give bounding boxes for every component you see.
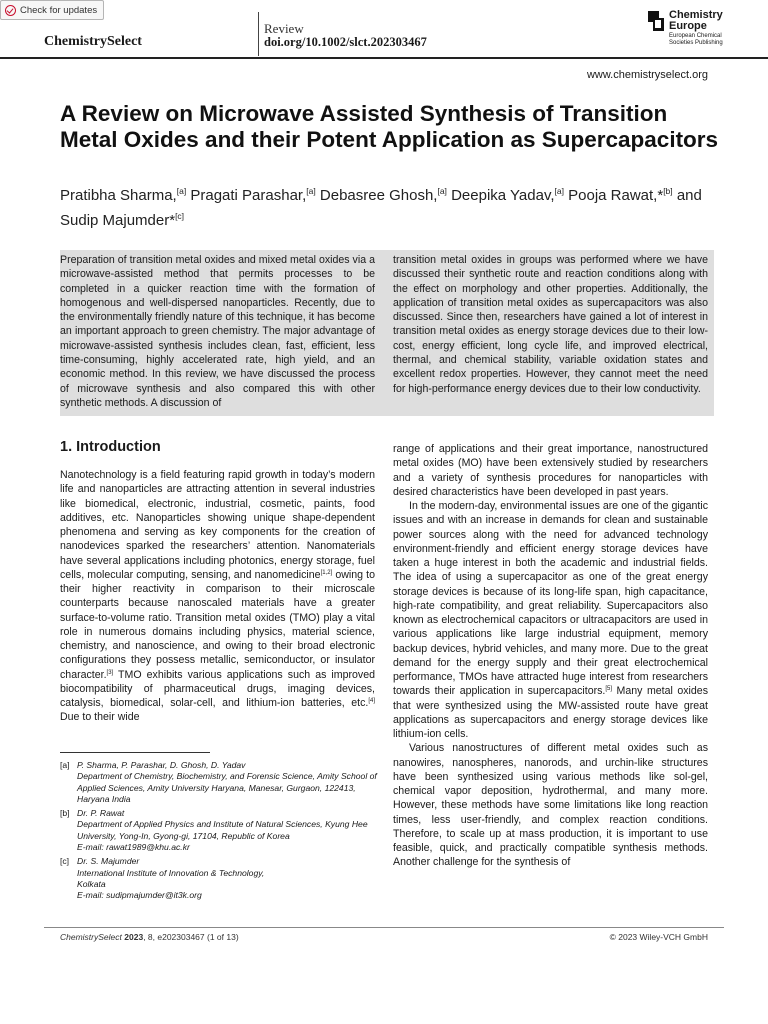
footnote-item xyxy=(60,760,380,805)
author-name: Pragati Parashar, xyxy=(190,187,307,204)
publisher-name-line2: Europe xyxy=(669,20,707,32)
publisher-logo xyxy=(648,10,748,50)
header-divider xyxy=(258,12,259,56)
citation-ref[interactable]: [5] xyxy=(605,686,613,693)
journal-website-link[interactable]: www.chemistryselect.org xyxy=(586,69,708,81)
author-name: and Sudip Majumder* xyxy=(60,187,702,229)
footer-rule xyxy=(44,927,724,928)
footnote-label: [a] xyxy=(60,760,70,770)
body-paragraph xyxy=(393,499,708,741)
footnote-label: [c] xyxy=(60,856,70,867)
body-column-right xyxy=(393,442,708,870)
body-text: Many metal oxides that were synthesized using the MW-assisted route have great applications as supercapacitors and energy storage devices like lithium-ion cells. xyxy=(393,685,708,740)
publisher-name-line1: Chemistry xyxy=(669,9,723,21)
article-title: A Review on Microwave Assisted Synthesis of Transition Metal Oxides and their Potent Application as Supercapacitors xyxy=(60,101,719,152)
footer-journal: ChemistrySelect xyxy=(60,932,122,942)
body-paragraph: Various nanostructures of different metal oxides such as nanowires, nanospheres, nanorods, and urchin-like structures have been synthesized using various methods like sol-gel, chemical vapor deposition, hydrothermal, and many more. However, these methods have some limitations like long reaction times, less user-friendly, and complex reaction conditions. Therefore, to scale up at mass production, it is important to use feasible, quick, and practically compatible synthesis methods. Another challenge for the synthesis of xyxy=(393,742,708,869)
section-heading-introduction: 1. Introduction xyxy=(60,439,161,455)
author-list xyxy=(60,181,720,231)
article-type: Review xyxy=(264,21,304,36)
abstract-text: Preparation of transition metal oxides and mixed metal oxides via a microwave-assisted method that permits processes to be completed in a quicker reaction time with the formation of homogenous and well-dispersed nanoparticles. Recently, due to the environmentally friendly nature of this technique, it has become an important approach to green chemistry. The major advantage of microwave-assisted synthesis includes clean, fast, efficient, less time-consuming, highly accelerated rate, high yield, and an economic method. In this review, we have discussed the process of microwave synthesis and also compared this with other synthetic methods. A discussion of xyxy=(60,254,375,409)
abstract-text: transition metal oxides in groups was performed where we have discussed their synthetic route and reaction conditions along with the effect on morphology and other properties. Additionally, the application of transition metal oxides as supercapacitors was also discussed. Since then, researchers have gained a lot of interest in transition metal oxides as energy storage devices due to their low-cost, energy efficient, long cycle life, and improved electrical, thermal, and chemical stability, variable oxidation states and excellent redox properties. However, they cannot meet the need for high-performance energy devices due to their low conductivity. xyxy=(393,254,708,395)
journal-name: ChemistrySelect xyxy=(44,34,142,49)
footnote-line: Kolkata xyxy=(77,878,106,889)
body-column-left xyxy=(60,468,375,725)
author-affiliation: [c] xyxy=(175,211,185,221)
citation-ref[interactable]: [4] xyxy=(368,698,375,704)
footnote-line: International Institute of Innovation & Technology, xyxy=(77,867,265,878)
check-for-updates-label: Check for updates xyxy=(20,4,98,16)
header-rule xyxy=(0,57,768,59)
chemistry-europe-icon xyxy=(648,11,664,31)
check-updates-icon xyxy=(5,5,16,16)
footer-citation xyxy=(60,932,239,942)
author-name: Deepika Yadav, xyxy=(451,187,555,204)
author-affiliation: [a] xyxy=(306,186,316,196)
check-for-updates-button[interactable] xyxy=(0,0,104,20)
footer-volume-pages: , 8, e202303467 (1 of 13) xyxy=(143,932,239,942)
footnote-email-link[interactable]: E-mail: sudipmajumder@it3k.org xyxy=(77,890,202,901)
footnote-item xyxy=(60,808,380,853)
body-text: In the modern-day, environmental issues are one of the gigantic issues and with an increase in demands for clean and sustainable power sources along with the need for advanced technology environment-friendly and efficient energy storage devices have taken a huge interest in both the academic and industrial fields. The idea of using a supercapacitor as one of the great energy storage devices is because of its long-life span, high capacitance, high-rate compatibility, and great reliability. Supercapacitors also known as electrochemical capacitors or ultracapacitors are used in various applications like large industrial equipment, memory backup devices, hybrid vehicles, and many more. Due to the great demand for the energy supply and their great electrochemical performance, TMOs have attracted huge interest from researchers towards their application in supercapacitors. xyxy=(393,500,708,698)
footnote-names: Dr. S. Majumder xyxy=(77,856,140,867)
citation-ref[interactable]: [1,2] xyxy=(320,569,333,576)
body-text: Due to their wide xyxy=(60,711,140,724)
author-name: Pratibha Sharma, xyxy=(60,187,177,204)
body-paragraph: range of applications and their great importance, nanostructured metal oxides (MO) have been extensively studied by researchers and a variety of synthesis procedures for nanoparticles with desired characteristics have been developed in past years. xyxy=(393,443,708,498)
body-text: owing to their higher reactivity in comparison to their microscale counterparts because nanoscaled materials have a greater surface-to-volume ratio. Transition metal oxides (TMO) play a vital role in numerous domains including physics, material science, chemistry, and nanoscience, and owing to their broad electronic configurations they possess metallic, semiconductor, or insulator character. xyxy=(60,568,375,681)
footnote-rule xyxy=(60,752,210,753)
abstract-column-left xyxy=(60,253,375,410)
footnote-email-link[interactable]: E-mail: rawat1989@khu.ac.kr xyxy=(77,842,190,853)
author-name: Debasree Ghosh, xyxy=(319,187,438,204)
footnote-label: [b] xyxy=(60,808,70,819)
footnote-names: Dr. P. Rawat xyxy=(77,808,125,819)
footnote-names: P. Sharma, P. Parashar, D. Ghosh, D. Yadav xyxy=(77,760,246,770)
author-affiliation: [a] xyxy=(554,186,564,196)
author-affiliation: [a] xyxy=(437,186,447,196)
body-text: TMO exhibits various applications such as improved biocompatibility of pharmaceutical drugs, imaging devices, catalysis, biomedical, solar-cell, and lithium-ion batteries, etc. xyxy=(60,668,375,709)
author-affiliation: [a] xyxy=(176,186,187,196)
footnote-line: Department of Applied Physics and Institute of Natural Sciences, Kyung Hee University, Yong-In, Gyong-gi, 17104, Republic of Korea xyxy=(77,819,368,841)
body-text: Nanotechnology is a field featuring rapid growth in today’s modern life and nanoparticles are attracting attention in several industries like biomedical, electronic, industrial, cosmetic, paints, food additives, etc. Nanoparticles showing unique shape-dependent phenomena and serving as key components for the creation of nanodevices sparked the researchers’ attention. Nanomaterials have several applications including photonics, energy storage, fuel cells, molecular computing, sensing, and nanomedicine xyxy=(60,469,375,581)
doi-link[interactable]: doi.org/10.1002/slct.202303467 xyxy=(264,35,427,49)
footer-year: 2023 xyxy=(124,932,144,942)
affiliation-footnotes xyxy=(60,760,380,905)
body-paragraph xyxy=(60,468,375,725)
author-name: Pooja Rawat,* xyxy=(568,187,664,204)
footnote-line: Department of Chemistry, Biochemistry, and Forensic Science, Amity School of Applied Sciences, Amity University Haryana, Manesar, Gurgaon, 122413, Haryana India xyxy=(77,771,377,804)
publisher-tagline: European Chemical Societies Publishing xyxy=(669,33,723,46)
citation-ref[interactable]: [3] xyxy=(106,669,114,676)
footer-copyright: © 2023 Wiley-VCH GmbH xyxy=(609,932,708,942)
author-affiliation: [b] xyxy=(663,186,673,196)
abstract-column-right xyxy=(393,253,708,396)
footnote-item xyxy=(60,856,380,901)
